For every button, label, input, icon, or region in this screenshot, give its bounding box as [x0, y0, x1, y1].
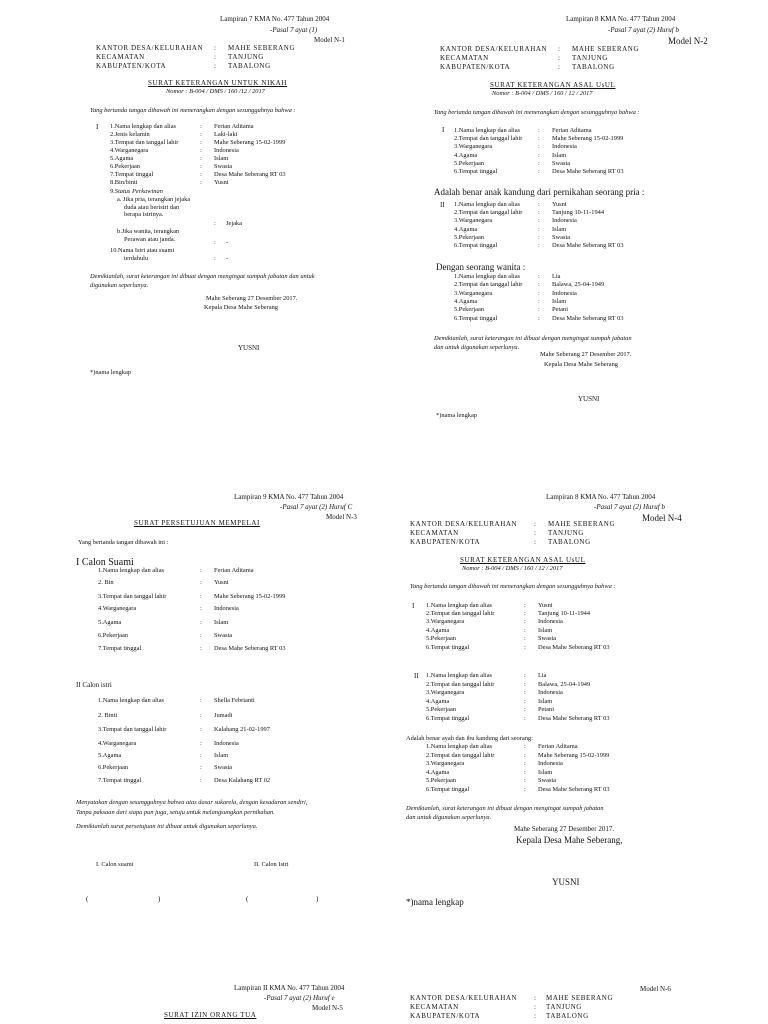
- n2-footnote: *)nama lengkap: [436, 412, 477, 419]
- colon: :: [200, 712, 202, 719]
- colon: :: [200, 740, 202, 747]
- field-label: 4.Agama: [426, 627, 450, 634]
- colon: :: [200, 632, 202, 639]
- n1-signer: YUSNI: [238, 344, 260, 352]
- field-label: 3.Warganegara: [426, 689, 465, 696]
- field-label: 2.Tempat dan tanggal lahir: [426, 681, 495, 688]
- field-value: Balawa, 25-04-1949: [552, 281, 605, 288]
- field-value: Islam: [214, 619, 229, 626]
- field-label: 4.Warganegara: [110, 147, 149, 154]
- field-label: 1.Nama lengkap dan alias: [454, 273, 521, 280]
- paren-open: (: [86, 895, 89, 903]
- n2-closing: Demikianlah, surat keterangan ini dibuat dengan mengingat sumpah jabatan: [434, 335, 632, 342]
- n2-lampiran: Lampiran 8 KMA No. 477 Tahun 2004: [566, 15, 676, 23]
- colon: :: [524, 777, 526, 784]
- field-value: Mahe Seberang 15-02-1999: [538, 752, 610, 759]
- n3-pasal: -Pasal 7 ayat (2) Huruf C: [280, 503, 353, 511]
- n1-roman: I: [96, 123, 99, 131]
- colon: :: [558, 63, 560, 71]
- colon: :: [534, 520, 536, 528]
- colon: :: [200, 131, 202, 138]
- field-label: 6.Pekerjaan: [98, 632, 128, 639]
- n1-intro: Yang bertanda tangan dibawah ini menerangkan dengan sesungguhnya bahwa :: [90, 107, 296, 114]
- n6-kec-value: TANJUNG: [546, 1003, 582, 1011]
- colon: :: [200, 764, 202, 771]
- n2-dengan: Dengan seorang wanita :: [436, 262, 526, 272]
- field-value: Indonesia: [538, 689, 563, 696]
- n3-istri-head: II Calon istri: [76, 681, 112, 689]
- field-value: Ferian Aditama: [214, 567, 254, 574]
- field-value: Swasta: [552, 160, 571, 167]
- field-value: Islam: [552, 226, 567, 233]
- field-label: 2. Bin: [98, 579, 114, 586]
- field-label: 3.Tempat dan tanggal lahir: [110, 139, 179, 146]
- field-value: Swasta: [538, 635, 557, 642]
- colon: :: [558, 54, 560, 62]
- colon: :: [524, 610, 526, 617]
- field-label: 5.Pekerjaan: [454, 306, 484, 313]
- colon: :: [524, 769, 526, 776]
- colon: :: [200, 579, 202, 586]
- n4-kantor-label: KANTOR DESA/KELURAHAN: [410, 520, 518, 528]
- field-value: Desa Mahe Seberang RT 03: [538, 644, 610, 651]
- n1-closing: digunakan seperlunya.: [90, 282, 149, 289]
- field-label: 2.Tempat dan tanggal lahir: [454, 281, 523, 288]
- field-value: Yusni: [538, 602, 553, 609]
- field-value: Shella Febrianti: [214, 697, 255, 704]
- colon: :: [200, 726, 202, 733]
- n2-signer: YUSNI: [578, 395, 600, 403]
- colon: :: [538, 242, 540, 249]
- n6-kantor-value: MAHE SEBERANG: [546, 994, 614, 1002]
- n3-lampiran: Lampiran 9 KMA No. 477 Tahun 2004: [234, 493, 344, 501]
- colon: :: [538, 226, 540, 233]
- field-label: 1.Nama lengkap dan alias: [98, 697, 165, 704]
- colon: :: [534, 529, 536, 537]
- field-value: Yusni: [552, 201, 567, 208]
- field-value: Petani: [552, 306, 568, 313]
- n3-intro: Yang bertanda tangan dibawah ini :: [78, 539, 169, 546]
- n3-statement: Menyatakan dengan sesungguhnya bahwa atas dasar sukarela, dengan kesadaran sendiri,: [76, 799, 308, 806]
- n5-title: SURAT IZIN ORANG TUA: [164, 1011, 257, 1019]
- n1-lampiran: Lampiran 7 KMA No. 477 Tahun 2004: [220, 15, 330, 23]
- field-label: 6.Tempat tinggal: [426, 644, 470, 651]
- colon: :: [200, 171, 202, 178]
- n3-closing: Demikianlah surat persetujuan ini dibuat untuk digunakan seperlunya.: [76, 823, 258, 830]
- field-label: 7.Tempat tinggal: [98, 777, 142, 784]
- field-value: Petani: [538, 706, 554, 713]
- status-b-line: b.Jika wanita, terangkan: [117, 228, 180, 235]
- field-value: Kalahang 21-02-1997: [214, 726, 270, 733]
- field-label: 3.Warganegara: [426, 760, 465, 767]
- n1-kab-value: TABALONG: [228, 62, 271, 70]
- field-label: 7.Tempat tinggal: [110, 171, 154, 178]
- n1-pasal: -Pasal 7 ayat (1): [270, 26, 318, 34]
- colon: :: [524, 602, 526, 609]
- field-value: Swasta: [214, 764, 233, 771]
- field-label: 1.Nama lengkap dan alias: [426, 672, 493, 679]
- field-value: Jumadi: [214, 712, 233, 719]
- n2-pasal: -Pasal 7 ayat (2) Huruf b: [608, 26, 679, 34]
- colon: :: [200, 619, 202, 626]
- n2-kec-label: KECAMATAN: [440, 54, 489, 62]
- colon: :: [524, 752, 526, 759]
- field-value: Swasta: [552, 234, 571, 241]
- n4-kec-value: TANJUNG: [548, 529, 584, 537]
- field-label: 6.Tempat tinggal: [454, 168, 498, 175]
- field-value: Islam: [552, 152, 567, 159]
- n2-kec-value: TANJUNG: [572, 54, 608, 62]
- colon: :: [214, 255, 216, 262]
- colon: :: [534, 994, 536, 1002]
- n3-model: Model N-3: [326, 513, 357, 521]
- colon: :: [538, 168, 540, 175]
- field-label: 4.Agama: [454, 226, 478, 233]
- colon: :: [200, 155, 202, 162]
- field-value: Yusni: [214, 579, 229, 586]
- n1-nomor: Nomor : B-004 / DMS / 160 /12 / 2017: [166, 88, 265, 95]
- field-value: Desa Mahe Seberang RT 03: [538, 786, 610, 793]
- status-a-line: berapa istrinya.: [124, 211, 164, 218]
- colon: :: [538, 315, 540, 322]
- n4-lampiran: Lampiran 8 KMA No. 477 Tahun 2004: [546, 493, 656, 501]
- colon: :: [200, 163, 202, 170]
- n5-model: Model N-5: [312, 1004, 343, 1012]
- n6-kec-label: KECAMATAN: [410, 1003, 459, 1011]
- field-value: Swasta: [538, 777, 557, 784]
- colon: :: [524, 786, 526, 793]
- n4-signer: YUSNI: [552, 877, 580, 887]
- field-label: 4.Warganegara: [98, 605, 137, 612]
- colon: :: [524, 672, 526, 679]
- field-value: Desa Mahe Seberang RT 03: [552, 315, 624, 322]
- colon: :: [538, 298, 540, 305]
- field-label: 6.Tempat tinggal: [454, 242, 498, 249]
- n4-model: Model N-4: [642, 513, 682, 523]
- field-label: 6.Pekerjaan: [98, 764, 128, 771]
- n2-kantor-value: MAHE SEBERANG: [572, 45, 640, 53]
- n4-adalah: Adalah benar ayah dan ibu kandung dari seorang:: [406, 735, 533, 742]
- colon: :: [538, 201, 540, 208]
- colon: :: [558, 45, 560, 53]
- field-label: 1.Nama lengkap dan alias: [426, 602, 493, 609]
- n1-place-date: Mahe Seberang 27 Desember 2017.: [206, 295, 298, 302]
- field-value: Indonesia: [538, 618, 563, 625]
- n4-title: SURAT KETERANGAN ASAL UsUL: [460, 556, 586, 564]
- field-label: 6.Tempat tinggal: [426, 786, 470, 793]
- colon: :: [524, 689, 526, 696]
- field-label: 5.Pekerjaan: [426, 635, 456, 642]
- n1-kantor-label: KANTOR DESA/KELURAHAN: [96, 44, 204, 52]
- status-a-value: Jejaka: [226, 220, 242, 227]
- n1-model: Model N-1: [314, 36, 345, 44]
- colon: :: [538, 143, 540, 150]
- field-value: Islam: [538, 698, 553, 705]
- n2-kepala: Kepala Desa Mahe Seberang: [544, 361, 618, 368]
- paren-close: ): [316, 895, 319, 903]
- field-value: Indonesia: [552, 143, 577, 150]
- n4-closing: Demikianlah, surat keterangan ini dibuat dengan mengingat sumpah jabatan: [406, 805, 604, 812]
- field-value: -: [226, 255, 229, 262]
- field-label: 3.Warganegara: [454, 217, 493, 224]
- paren-close: ): [158, 895, 161, 903]
- colon: :: [538, 306, 540, 313]
- colon: :: [214, 62, 216, 70]
- colon: :: [538, 290, 540, 297]
- field-label: 2.Jenis kelamin: [110, 131, 150, 138]
- n1-kantor-value: MAHE SEBERANG: [228, 44, 296, 52]
- field-value: Indonesia: [214, 147, 239, 154]
- field-label: 3.Tempat dan tanggal lahir: [98, 593, 167, 600]
- colon: :: [538, 209, 540, 216]
- field-label: 2.Tempat dan tanggal lahir: [426, 752, 495, 759]
- n4-closing: dan untuk digunakan seperlunya.: [406, 814, 492, 821]
- field-label: 4.Agama: [426, 769, 450, 776]
- n3-suami-head: I Calon Suami: [76, 557, 134, 568]
- field-label: 5.Agama: [110, 155, 134, 162]
- n6-kantor-label: KANTOR DESA/KELURAHAN: [410, 994, 518, 1002]
- colon: :: [214, 44, 216, 52]
- n5-lampiran: Lampiran II KMA No. 477 Tahun 2004: [234, 984, 345, 992]
- n2-intro: Yang bertanda tangan dibawah ini menerangkan dengan sesungguhnya bahwa :: [434, 109, 640, 116]
- colon: :: [524, 760, 526, 767]
- n2-kab-label: KABUPATEN/KOTA: [440, 63, 511, 71]
- colon: :: [538, 160, 540, 167]
- n2-title: SURAT KETERANGAN ASAL UsUL: [490, 81, 616, 89]
- colon: :: [524, 627, 526, 634]
- field-value: Mahe Seberang 15-02-1999: [214, 593, 286, 600]
- colon: :: [200, 605, 202, 612]
- colon: :: [524, 706, 526, 713]
- n4-footnote: *)nama lengkap: [406, 897, 464, 907]
- status-b-line: Perawan atau janda.: [124, 236, 176, 243]
- field-label: 1.Nama lengkap dan alias: [454, 201, 521, 208]
- field-label: 7.Tempat tinggal: [98, 645, 142, 652]
- n6-kab-label: KABUPATEN/KOTA: [410, 1012, 481, 1020]
- field-label: 6.Tempat tinggal: [454, 315, 498, 322]
- field-value: Swasta: [214, 163, 233, 170]
- field-value: Ferian Aditama: [552, 127, 592, 134]
- colon: :: [524, 635, 526, 642]
- n4-nomor: Nomor : B-004 / DMS / 160 / 12 / 2017: [462, 565, 563, 572]
- field-value: Indonesia: [552, 217, 577, 224]
- field-value: Balawa, 25-04-1949: [538, 681, 591, 688]
- field-label: 1.Nama lengkap dan alias: [454, 127, 521, 134]
- field-value: Desa Mahe Seberang RT 03: [552, 168, 624, 175]
- field-label: 2. Binti: [98, 712, 118, 719]
- n3-title: SURAT PERSETUJUAN MEMPELAI: [134, 519, 260, 527]
- field-label: 3.Warganegara: [426, 618, 465, 625]
- status-a-line: duda atau beristri dan: [124, 204, 180, 211]
- field-label: 5.Pekerjaan: [426, 777, 456, 784]
- field-value: Desa Mahe Seberang RT 03: [214, 171, 286, 178]
- field-value: Lia: [538, 672, 547, 679]
- field-label: 2.Tempat dan tanggal lahir: [454, 135, 523, 142]
- field-value: Ferian Aditama: [538, 743, 578, 750]
- n1-kec-label: KECAMATAN: [96, 53, 145, 61]
- n2-roman-2: II: [440, 201, 445, 209]
- colon: :: [534, 1012, 536, 1020]
- field-label: 4.Warganegara: [98, 740, 137, 747]
- n3-sig-istri: II. Calon Istri: [254, 861, 289, 868]
- field-value: Mahe Seberang 15-02-1999: [214, 139, 286, 146]
- field-label: 3.Warganegara: [454, 143, 493, 150]
- n1-footnote: *)nama lengkap: [90, 369, 131, 376]
- n2-nomor: Nomor : B-004 / DMS / 160 / 12 / 2017: [492, 90, 593, 97]
- field-label: 4.Agama: [454, 298, 478, 305]
- colon: :: [534, 538, 536, 546]
- n4-kab-label: KABUPATEN/KOTA: [410, 538, 481, 546]
- n4-roman-1: I: [412, 602, 415, 610]
- colon: :: [538, 127, 540, 134]
- field-label: 2.Tempat dan tanggal lahir: [426, 610, 495, 617]
- n4-place-date: Mahe Seberang 27 Desember 2017.: [514, 825, 615, 833]
- field-value: Swasta: [214, 632, 233, 639]
- field-label: 3.Tempat dan tanggal lahir: [98, 726, 167, 733]
- field-label: 5.Pekerjaan: [454, 160, 484, 167]
- field-label: terdahulu: [124, 255, 149, 262]
- n4-kab-value: TABALONG: [548, 538, 591, 546]
- colon: :: [200, 179, 202, 186]
- n1-closing: Demikianlah, surat keterangan ini dibuat dengan mengingat sumpah jabatan dan untuk: [90, 273, 315, 280]
- n4-pasal: -Pasal 7 ayat (2) Huruf b: [594, 503, 665, 511]
- field-value: Desa Kalahang RT 02: [214, 777, 271, 784]
- n1-kepala: Kepala Desa Mahe Seberang: [204, 304, 278, 311]
- field-value: Indonesia: [214, 740, 239, 747]
- n2-kantor-label: KANTOR DESA/KELURAHAN: [440, 45, 548, 53]
- field-value: Desa Mahe Seberang RT 03: [214, 645, 286, 652]
- colon: :: [214, 220, 216, 227]
- paren-open: (: [246, 895, 249, 903]
- colon: :: [524, 743, 526, 750]
- status-b-value: -: [226, 239, 229, 246]
- n3-statement: Tanpa paksaan dari siapa pun juga, setuju untuk melangsungkan pernikahan.: [76, 809, 275, 816]
- n4-kantor-value: MAHE SEBERANG: [548, 520, 616, 528]
- field-label: 2.Tempat dan tanggal lahir: [454, 209, 523, 216]
- field-label: 3.Warganegara: [454, 290, 493, 297]
- n4-kec-label: KECAMATAN: [410, 529, 459, 537]
- n5-pasal: -Pasal 7 ayat (2) Huruf e: [264, 994, 335, 1002]
- n2-closing: dan untuk digunakan seperlunya.: [434, 344, 520, 351]
- field-label: 9.Status Perkawinan: [110, 188, 163, 195]
- field-value: Indonesia: [214, 605, 239, 612]
- field-value: Laki-laki: [214, 131, 238, 138]
- field-value: Islam: [214, 752, 229, 759]
- colon: :: [200, 593, 202, 600]
- colon: :: [200, 147, 202, 154]
- field-value: Desa Mahe Seberang RT 03: [538, 715, 610, 722]
- colon: :: [200, 139, 202, 146]
- n2-place-date: Mahe Seberang 27 Desember 2017.: [540, 351, 632, 358]
- colon: :: [200, 697, 202, 704]
- n6-kab-value: TABALONG: [546, 1012, 589, 1020]
- colon: :: [214, 53, 216, 61]
- n2-model: Model N-2: [668, 36, 708, 46]
- field-value: Mahe Seberang 15-02-1999: [552, 135, 624, 142]
- field-value: Islam: [538, 627, 553, 634]
- colon: :: [200, 567, 202, 574]
- colon: :: [538, 273, 540, 280]
- field-value: Yusni: [214, 179, 229, 186]
- field-label: 5.Agama: [98, 619, 122, 626]
- field-value: Islam: [538, 769, 553, 776]
- field-value: Tanjung 10-11-1944: [538, 610, 591, 617]
- field-label: 4.Agama: [426, 698, 450, 705]
- field-label: 1.Nama lengkap dan alias: [98, 567, 165, 574]
- field-label: 5.Pekerjaan: [426, 706, 456, 713]
- field-value: Indonesia: [538, 760, 563, 767]
- colon: :: [538, 135, 540, 142]
- n6-model: Model N-6: [640, 985, 671, 993]
- colon: :: [200, 123, 202, 130]
- colon: :: [538, 152, 540, 159]
- field-label: 10.Nama Istri atau suami: [110, 247, 175, 254]
- colon: :: [538, 217, 540, 224]
- colon: :: [534, 1003, 536, 1011]
- field-value: Islam: [552, 298, 567, 305]
- field-value: Tanjung 10-11-1944: [552, 209, 605, 216]
- colon: :: [538, 234, 540, 241]
- colon: :: [538, 281, 540, 288]
- field-value: Desa Mahe Seberang RT 03: [552, 242, 624, 249]
- n1-kec-value: TANJUNG: [228, 53, 264, 61]
- n2-roman-1: I: [442, 126, 445, 134]
- field-value: Islam: [214, 155, 229, 162]
- colon: :: [214, 239, 216, 246]
- colon: :: [524, 681, 526, 688]
- colon: :: [524, 715, 526, 722]
- colon: :: [524, 644, 526, 651]
- n2-adalah: Adalah benar anak kandung dari pernikahan seorang pria :: [434, 187, 645, 197]
- field-label: 4.Agama: [454, 152, 478, 159]
- field-value: Ferian Aditama: [214, 123, 254, 130]
- colon: :: [200, 752, 202, 759]
- field-label: 5.Pekerjaan: [454, 234, 484, 241]
- field-label: 1.Nama lengkap dan alias: [110, 123, 177, 130]
- n3-sig-suami: I. Calon suami: [96, 861, 134, 868]
- field-label: 1.Nama lengkap dan alias: [426, 743, 493, 750]
- field-value: Lia: [552, 273, 561, 280]
- n1-title: SURAT KETERANGAN UNTUK NIKAH: [148, 79, 287, 87]
- colon: :: [524, 618, 526, 625]
- field-label: 8.Bin/binti: [110, 179, 138, 186]
- field-label: 5.Agama: [98, 752, 122, 759]
- field-value: Indonesia: [552, 290, 577, 297]
- n4-roman-2: II: [414, 672, 419, 680]
- status-a-line: a. Jika pria, terangkan jejaka: [117, 196, 191, 203]
- n2-kab-value: TABALONG: [572, 63, 615, 71]
- n1-kab-label: KABUPATEN/KOTA: [96, 62, 167, 70]
- field-label: 6.Pekerjaan: [110, 163, 140, 170]
- field-label: 6.Tempat tinggal: [426, 715, 470, 722]
- n4-kepala: Kepala Desa Mahe Seberang,: [516, 835, 623, 845]
- colon: :: [200, 777, 202, 784]
- colon: :: [200, 645, 202, 652]
- colon: :: [524, 698, 526, 705]
- n4-intro: Yang bertanda tangan dibawah ini menerangkan dengan sesungguhnya bahwa :: [410, 583, 616, 590]
